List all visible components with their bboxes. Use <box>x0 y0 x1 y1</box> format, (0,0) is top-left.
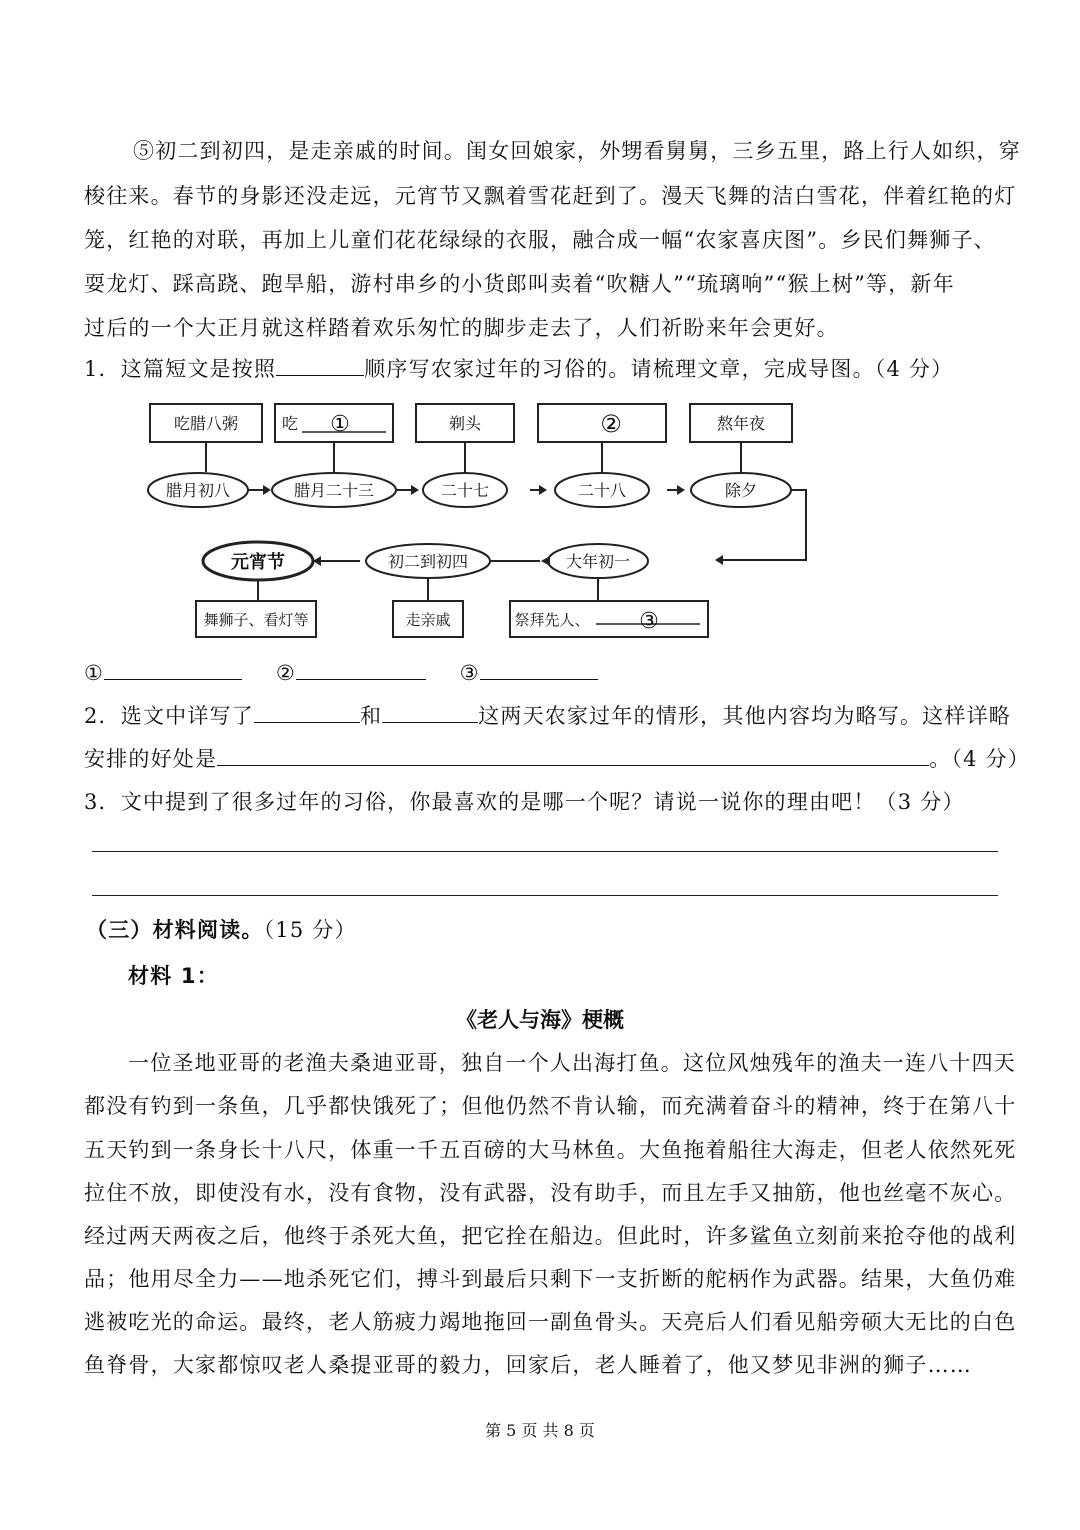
answer-marker-2: ② <box>275 661 296 685</box>
material-line-1: 一位圣地亚哥的老渔夫桑迪亚哥，独自一个人出海打鱼。这位风烛残年的渔夫一连八十四天 <box>128 1051 1016 1075</box>
bottom-box-1-label: 舞狮子、看灯等 <box>203 611 309 629</box>
answer-marker-1: ① <box>84 661 105 685</box>
passage-line-3: 笼，红艳的对联，再加上儿童们花花绿绿的衣服，融合成一幅“农家喜庆图”。乡民们舞狮子、 <box>84 228 996 252</box>
passage-line-5: 过后的一个大正月就这样踏着欢乐匆忙的脚步走去了，人们祈盼来年会更好。 <box>84 316 839 340</box>
answer-marker-3: ③ <box>459 661 480 685</box>
date-label-8: 大年初一 <box>565 552 631 571</box>
passage-line-4: 耍龙灯、踩高跷、跑旱船，游村串乡的小货郎叫卖着“吹糖人”“琉璃响”“猴上树”等，新年 <box>84 272 955 296</box>
q2-blank-2[interactable] <box>382 700 478 723</box>
q2-blank-3[interactable] <box>217 743 929 766</box>
q2-text-b: 和 <box>359 704 383 728</box>
question-3: 3．文中提到了很多过年的习俗，你最喜欢的是哪一个呢？请说一说你的理由吧！（3 分） <box>84 790 965 814</box>
top-box-1-label: 吃腊八粥 <box>173 414 239 433</box>
date-label-1: 腊月初八 <box>165 481 231 500</box>
question-2-line-1 <box>84 700 1011 731</box>
section-3-title: （三）材料阅读。 <box>86 918 264 942</box>
section-3-score: （15 分） <box>263 918 357 942</box>
date-label-3: 二十七 <box>440 481 490 500</box>
answer-blank-3[interactable] <box>480 657 598 680</box>
answer-line-2[interactable] <box>92 895 998 896</box>
answers-row <box>84 657 598 688</box>
question-2-line-2 <box>84 743 1030 774</box>
answer-line-1[interactable] <box>92 851 998 852</box>
top-box-2-marker: ① <box>330 412 350 437</box>
material-line-3: 五天钓到一条身长十八尺，体重一千五百磅的大马林鱼。大鱼拖着船往大海走，但老人依然死死 <box>84 1138 1017 1162</box>
answer-blank-2[interactable] <box>296 657 426 680</box>
q2-text-a: 2．选文中详写了 <box>84 704 254 728</box>
q1-prefix: 1．这篇短文是按照 <box>84 357 277 381</box>
date-label-6: 元宵节 <box>231 552 285 573</box>
date-label-5: 除夕 <box>724 481 758 500</box>
q2-text-e: 。（4 分） <box>929 747 1030 771</box>
answer-blank-1[interactable] <box>104 657 242 680</box>
top-box-4-marker: ② <box>600 410 622 438</box>
bottom-box-3-marker: ③ <box>639 609 659 634</box>
q2-text-d: 安排的好处是 <box>84 747 218 771</box>
question-1 <box>84 353 953 384</box>
q1-blank[interactable] <box>276 353 364 376</box>
bottom-box-2-label: 走亲戚 <box>405 611 451 629</box>
q1-suffix: 顺序写农家过年的习俗的。请梳理文章，完成导图。（4 分） <box>364 357 954 381</box>
date-label-7: 初二到初四 <box>387 552 469 571</box>
q2-blank-1[interactable] <box>254 700 360 723</box>
passage-line-2: 梭往来。春节的身影还没走远，元宵节又飘着雪花赶到了。漫天飞舞的洁白雪花，伴着红艳的灯 <box>84 184 1017 208</box>
top-box-2-label: 吃 <box>281 414 299 433</box>
material-line-5: 经过两天两夜之后，他终于杀死大鱼，把它拴在船边。但此时，许多鲨鱼立刻前来抢夺他的战利 <box>84 1224 1017 1248</box>
page-footer: 第 5 页 共 8 页 <box>485 1421 595 1440</box>
material-line-8: 鱼脊骨，大家都惊叹老人桑提亚哥的毅力，回家后，老人睡着了，他又梦见非洲的狮子…… <box>84 1353 972 1377</box>
material-line-7: 逃被吃光的命运。最终，老人筋疲力竭地拖回一副鱼骨头。天亮后人们看见船旁硕大无比的白色 <box>84 1310 1017 1334</box>
bottom-box-3-label: 祭拜先人、 <box>514 611 590 629</box>
top-box-5-label: 熬年夜 <box>716 414 766 433</box>
material-line-2: 都没有钓到一条鱼，几乎都快饿死了；但他仍然不肯认输，而充满着奋斗的精神，终于在第八十 <box>84 1094 1017 1118</box>
mind-map-diagram <box>140 398 820 648</box>
material-line-6: 品；他用尽全力——地杀死它们，搏斗到最后只剩下一支折断的舵柄作为武器。结果，大鱼仍难 <box>84 1267 1017 1291</box>
q2-text-c: 这两天农家过年的情形，其他内容均为略写。这样详略 <box>478 704 1011 728</box>
date-label-4: 二十八 <box>577 481 627 500</box>
material-label: 材料 1： <box>128 964 219 988</box>
passage-line-1: ⑤初二到初四，是走亲戚的时间。闺女回娘家，外甥看舅舅，三乡五里，路上行人如织，穿 <box>133 139 1021 163</box>
date-label-2: 腊月二十三 <box>293 481 375 500</box>
section-3-heading <box>86 915 357 945</box>
material-title: 《老人与海》梗概 <box>456 1008 624 1032</box>
top-box-3-label: 剃头 <box>448 414 482 433</box>
material-line-4: 拉住不放，即使没有水，没有食物，没有武器，没有助手，而且左手又抽筋，他也丝毫不灰心。 <box>84 1181 1017 1205</box>
